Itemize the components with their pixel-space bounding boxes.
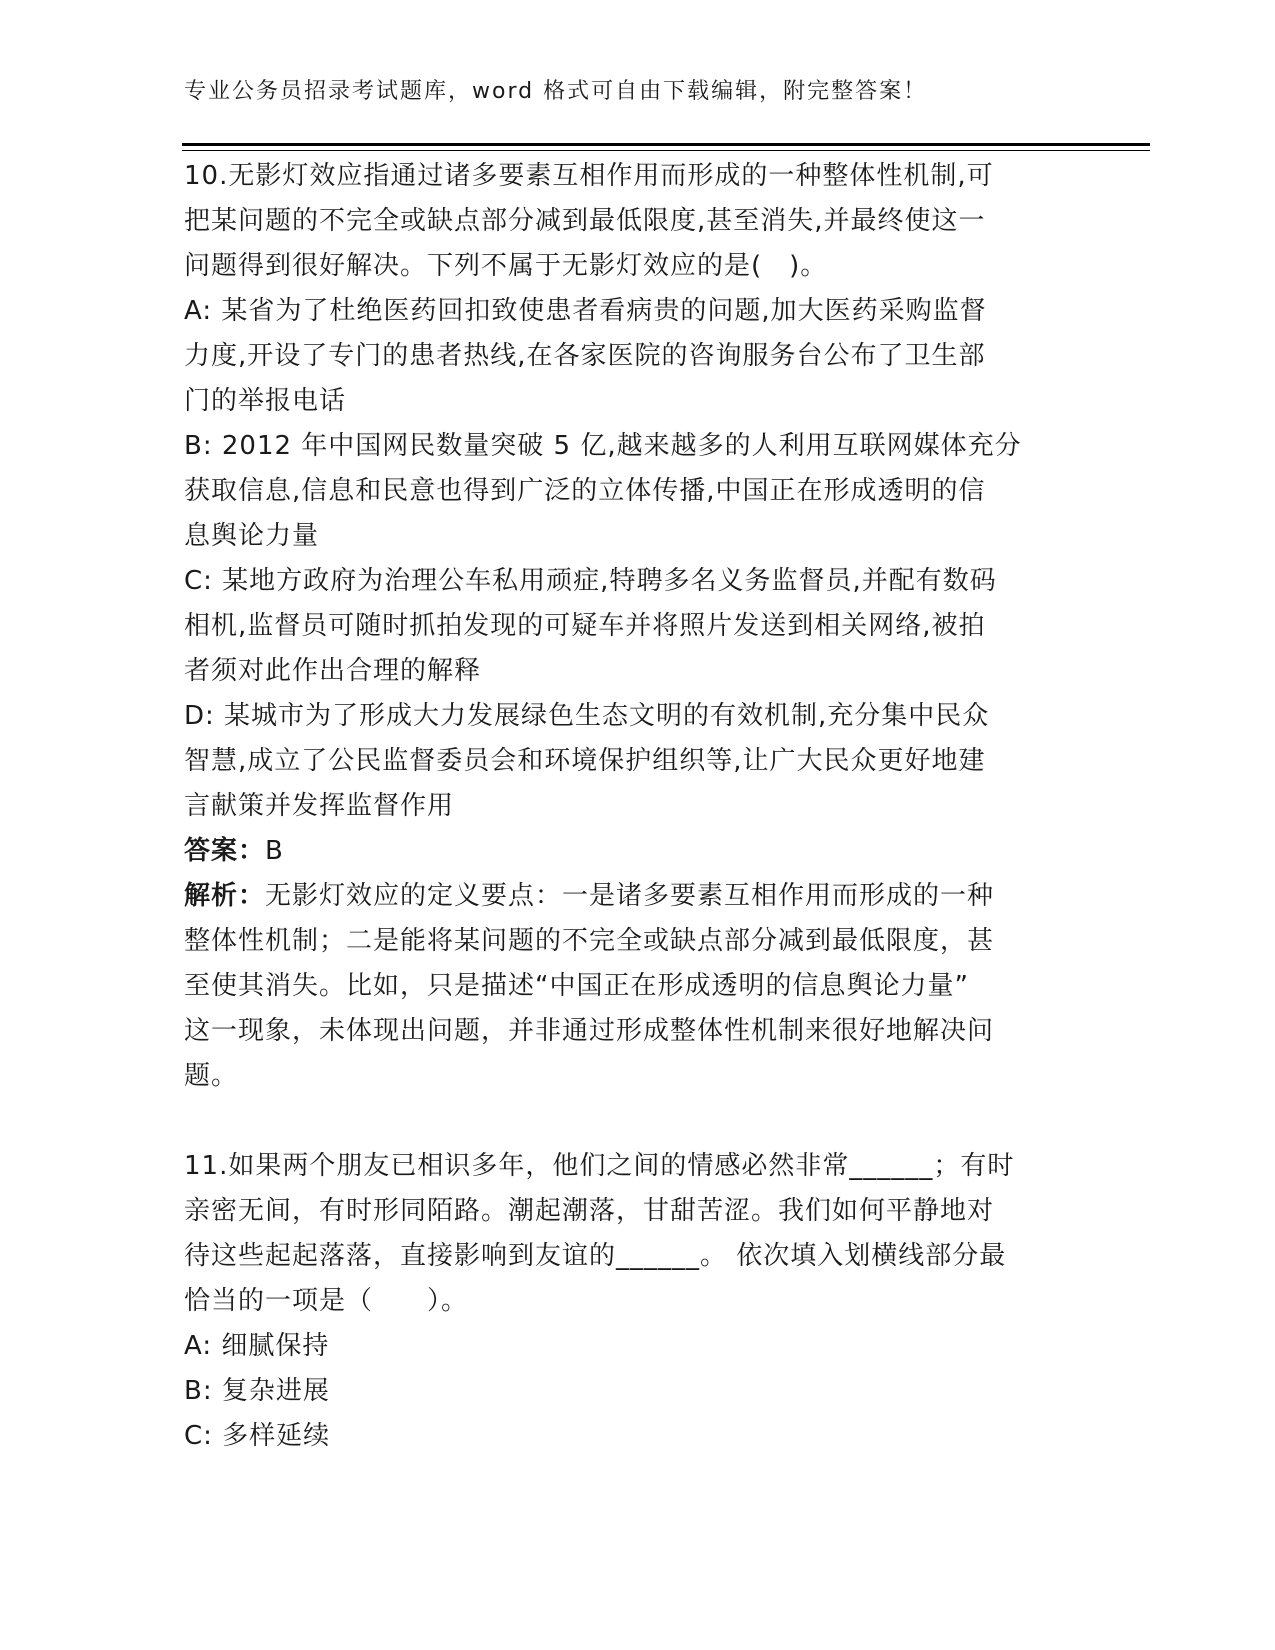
analysis-line: 整体性机制；二是能将某问题的不完全或缺点部分减到最低限度，甚: [184, 926, 995, 956]
question-stem-line: 11.如果两个朋友已相识多年，他们之间的情感必然非常______；有时: [184, 1151, 1015, 1181]
question-stem-line: 问题得到很好解决。下列不属于无影灯效应的是( )。: [184, 251, 828, 281]
option-d-line: D: 某城市为了形成大力发展绿色生态文明的有效机制,充分集中民众: [184, 701, 990, 731]
option-a-line: A: 某省为了杜绝医药回扣致使患者看病贵的问题,加大医药采购监督: [184, 296, 987, 326]
question-stem-line: 把某问题的不完全或缺点部分减到最低限度,甚至消失,并最终使这一: [184, 206, 986, 236]
option-b-line: 获取信息,信息和民意也得到广泛的立体传播,中国正在形成透明的信: [184, 476, 986, 506]
analysis-text: 无影灯效应的定义要点：一是诸多要素互相作用而形成的一种: [265, 881, 995, 911]
question-10: [184, 154, 1084, 1099]
analysis-line: 这一现象，未体现出问题，并非通过形成整体性机制来很好地解决问: [184, 1016, 995, 1046]
header-rule-thick: [182, 143, 1150, 146]
analysis-line: 至使其消失。比如，只是描述“中国正在形成透明的信息舆论力量”: [184, 971, 969, 1001]
option-c-line: 者须对此作出合理的解释: [184, 656, 482, 686]
question-11: [184, 1144, 1084, 1459]
analysis-line: 题。: [184, 1061, 239, 1091]
analysis-label: 解析：: [184, 881, 266, 911]
question-stem-line: 待这些起起落落，直接影响到友谊的______。 依次填入划横线部分最: [184, 1241, 1007, 1271]
option-b: B: 复杂进展: [184, 1376, 330, 1406]
question-stem-line: 恰当的一项是（ ）。: [184, 1286, 469, 1316]
answer-label: 答案：: [184, 836, 266, 866]
option-b-line: B: 2012 年中国网民数量突破 5 亿,越来越多的人利用互联网媒体充分: [184, 431, 1022, 461]
header-rule-thin: [182, 150, 1150, 151]
option-c-line: 相机,监督员可随时抓拍发现的可疑车并将照片发送到相关网络,被拍: [184, 611, 986, 641]
option-a: A: 细腻保持: [184, 1331, 330, 1361]
question-stem-line: 10.无影灯效应指通过诸多要素互相作用而形成的一种整体性机制,可: [184, 161, 994, 191]
answer-line: [184, 829, 1084, 874]
question-stem-line: 亲密无间，有时形同陌路。潮起潮落，甘甜苦涩。我们如何平静地对: [184, 1196, 995, 1226]
analysis-line: [184, 874, 1084, 919]
option-a-line: 力度,开设了专门的患者热线,在各家医院的咨询服务台公布了卫生部: [184, 341, 986, 371]
option-c-line: C: 某地方政府为治理公车私用顽症,特聘多名义务监督员,并配有数码: [184, 566, 997, 596]
answer-value: B: [265, 836, 284, 866]
document-body: [184, 154, 1084, 1459]
page-header: 专业公务员招录考试题库，word 格式可自由下载编辑，附完整答案！: [184, 79, 928, 104]
option-d-line: 言献策并发挥监督作用: [184, 791, 455, 821]
option-b-line: 息舆论力量: [184, 521, 320, 551]
option-a-line: 门的举报电话: [184, 386, 347, 416]
option-d-line: 智慧,成立了公民监督委员会和环境保护组织等,让广大民众更好地建: [184, 746, 986, 776]
option-c: C: 多样延续: [184, 1421, 331, 1451]
question-spacer: [184, 1099, 1084, 1144]
